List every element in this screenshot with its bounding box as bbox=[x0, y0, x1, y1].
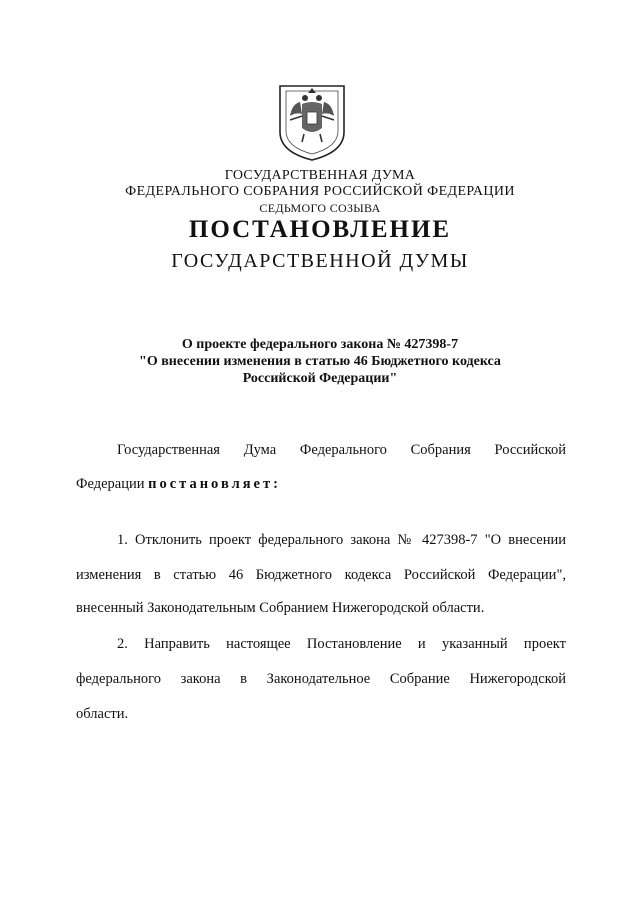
subject-line-3: Российской Федерации" bbox=[242, 371, 398, 386]
subject-line-1: О проекте федерального закона № 427398-7 bbox=[181, 337, 459, 352]
item-1-line-3: внесенный Законодательным Собранием Нижегородской области. bbox=[76, 600, 485, 616]
preamble-line-2 bbox=[76, 476, 566, 493]
item-2-line-3: области. bbox=[76, 706, 129, 722]
issuer-subtitle: ГОСУДАРСТВЕННОЙ ДУМЫ bbox=[171, 250, 469, 272]
item-1-line-1: 1. Отклонить проект федерального закона № 427398-7 "О внесении bbox=[117, 532, 566, 548]
convocation-header: СЕДЬМОГО СОЗЫВА bbox=[259, 201, 381, 215]
preamble-start: Федерации bbox=[76, 476, 149, 492]
resolves-word: постановляет: bbox=[148, 476, 281, 492]
russian-coat-of-arms-icon bbox=[272, 82, 352, 162]
preamble-line-1: Государственная Дума Федерального Собрания Российской bbox=[117, 442, 566, 458]
item-1-line-2: изменения в статью 46 Бюджетного кодекса Российской Федерации", bbox=[76, 567, 566, 583]
item-2-line-1: 2. Направить настоящее Постановление и указанный проект bbox=[117, 636, 566, 652]
item-2-line-2: федерального закона в Законодательное Собрание Нижегородской bbox=[76, 671, 566, 687]
assembly-header: ФЕДЕРАЛЬНОГО СОБРАНИЯ РОССИЙСКОЙ ФЕДЕРАЦИИ bbox=[125, 184, 515, 199]
duma-header: ГОСУДАРСТВЕННАЯ ДУМА bbox=[224, 168, 416, 183]
subject-line-2: "О внесении изменения в статью 46 Бюджетного кодекса bbox=[139, 354, 501, 369]
document-type-title: ПОСТАНОВЛЕНИЕ bbox=[188, 216, 452, 243]
